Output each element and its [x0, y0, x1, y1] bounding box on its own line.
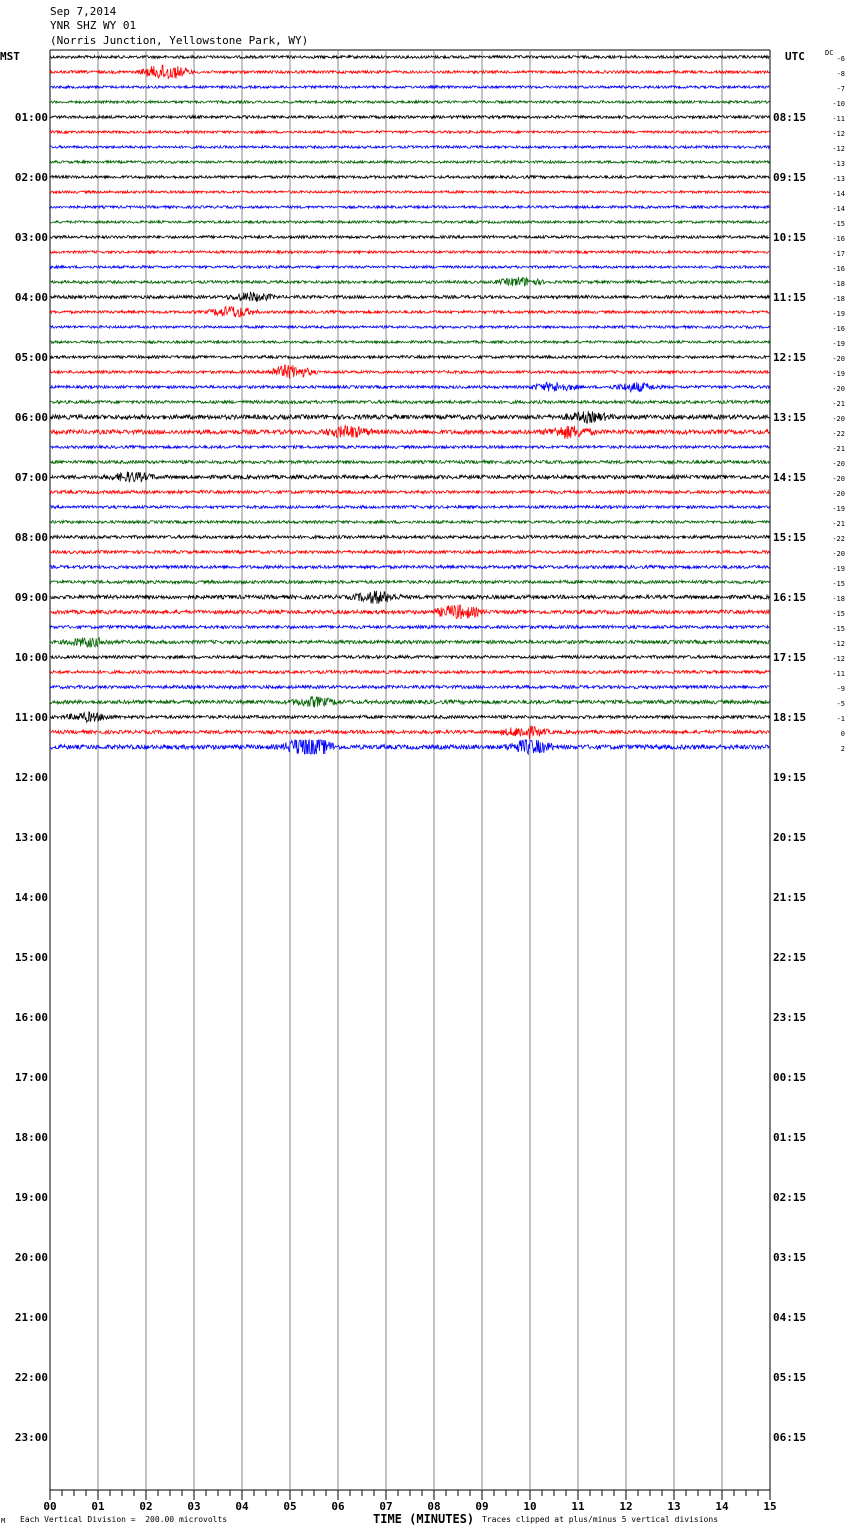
- dc-offset-label: -17: [832, 250, 845, 258]
- utc-hour-label: 03:15: [773, 1251, 807, 1264]
- utc-hour-label: 17:15: [773, 651, 807, 664]
- vertical-scale-note: Each Vertical Division = 200.00 microvolts: [20, 1515, 228, 1524]
- seismic-trace: [50, 365, 769, 379]
- seismic-trace: [50, 580, 769, 583]
- mst-hour-label: 11:00: [14, 711, 48, 724]
- dc-offset-label: -15: [832, 610, 845, 618]
- mst-hour-label: 13:00: [14, 831, 48, 844]
- seismic-traces: [50, 56, 769, 754]
- dc-offset-label: -14: [832, 205, 845, 213]
- seismic-trace: [50, 146, 769, 149]
- x-tick-label: 00: [43, 1500, 57, 1513]
- x-tick-label: 07: [379, 1500, 393, 1513]
- seismic-trace: [50, 191, 769, 194]
- utc-hour-label: 05:15: [773, 1371, 807, 1384]
- seismic-trace: [50, 411, 769, 423]
- seismic-trace: [50, 356, 769, 359]
- mst-hour-label: 01:00: [14, 111, 48, 124]
- mst-hour-label: 03:00: [14, 231, 48, 244]
- dc-offset-label: -21: [832, 445, 845, 453]
- dc-offset-label: -20: [832, 415, 845, 423]
- seismic-trace: [50, 341, 769, 344]
- seismic-trace: [50, 426, 769, 440]
- seismic-trace: [50, 161, 769, 164]
- utc-hour-label: 16:15: [773, 591, 807, 604]
- seismic-trace: [50, 591, 769, 604]
- x-tick-label: 04: [235, 1500, 249, 1513]
- dc-offset-label: -20: [832, 460, 845, 468]
- dc-offset-label: 2: [840, 745, 845, 753]
- dc-offset-label: -12: [832, 640, 845, 648]
- utc-axis-label: UTC: [785, 50, 805, 63]
- dc-offset-label: -15: [832, 625, 845, 633]
- seismic-trace: [50, 116, 769, 119]
- seismic-trace: [50, 176, 769, 179]
- utc-hour-label: 04:15: [773, 1311, 807, 1324]
- x-tick-label: 08: [427, 1500, 441, 1513]
- dc-offset-label: -10: [832, 100, 845, 108]
- dc-offset-label: -14: [832, 190, 845, 198]
- mst-hour-label: 10:00: [14, 651, 48, 664]
- dc-offset-label: -19: [832, 340, 845, 348]
- utc-hour-label: 23:15: [773, 1011, 807, 1024]
- dc-offset-label: -18: [832, 595, 845, 603]
- mst-hour-label: 07:00: [14, 471, 48, 484]
- dc-offset-label: -7: [836, 85, 845, 93]
- seismic-trace: [50, 696, 769, 707]
- utc-hour-label: 18:15: [773, 711, 807, 724]
- dc-offset-label: -15: [832, 580, 845, 588]
- seismic-trace: [50, 382, 769, 392]
- dc-offset-label: -16: [832, 325, 845, 333]
- clipping-note: Traces clipped at plus/minus 5 vertical divisions: [482, 1515, 719, 1524]
- seismic-trace: [50, 292, 769, 302]
- dc-offset-header: DC: [825, 49, 834, 57]
- mst-hour-label: 17:00: [14, 1071, 48, 1084]
- dc-offset-label: -16: [832, 235, 845, 243]
- seismic-trace: [50, 446, 769, 449]
- dc-offset-label: -19: [832, 565, 845, 573]
- utc-hour-label: 08:15: [773, 111, 807, 124]
- utc-hour-label: 09:15: [773, 171, 807, 184]
- mst-hour-label: 09:00: [14, 591, 48, 604]
- utc-hour-label: 21:15: [773, 891, 807, 904]
- utc-hour-label: 22:15: [773, 951, 807, 964]
- x-tick-label: 03: [187, 1500, 201, 1513]
- dc-offset-label: -13: [832, 160, 845, 168]
- mst-hour-label: 21:00: [14, 1311, 48, 1324]
- mst-hour-label: 16:00: [14, 1011, 48, 1024]
- mst-hour-label: 02:00: [14, 171, 48, 184]
- utc-hour-label: 01:15: [773, 1131, 807, 1144]
- seismic-trace: [50, 277, 769, 286]
- mst-hour-label: 08:00: [14, 531, 48, 544]
- dc-offset-label: -19: [832, 370, 845, 378]
- seismic-trace: [50, 472, 769, 482]
- seismic-trace: [50, 655, 769, 658]
- dc-offset-label: -6: [836, 55, 845, 63]
- seismic-trace: [50, 460, 769, 463]
- dc-offset-label: -20: [832, 475, 845, 483]
- mst-hour-label: 23:00: [14, 1431, 48, 1444]
- dc-offset-label: -12: [832, 130, 845, 138]
- station-code: YNR SHZ WY 01: [50, 19, 137, 32]
- x-tick-label: 06: [331, 1500, 345, 1513]
- seismic-trace: [50, 307, 769, 318]
- seismic-trace: [50, 711, 769, 722]
- dc-offset-label: -22: [832, 535, 845, 543]
- seismic-trace: [50, 131, 769, 134]
- mst-hour-label: 18:00: [14, 1131, 48, 1144]
- station-location: (Norris Junction, Yellowstone Park, WY): [50, 34, 309, 47]
- seismic-trace: [50, 86, 769, 89]
- mst-hour-label: 12:00: [14, 771, 48, 784]
- seismic-trace: [50, 400, 769, 403]
- seismic-trace: [50, 206, 769, 209]
- dc-offset-label: -8: [836, 70, 845, 78]
- seismic-trace: [50, 550, 769, 553]
- mst-hour-label: 05:00: [14, 351, 48, 364]
- x-tick-label: 10: [523, 1500, 537, 1513]
- x-tick-label: 05: [283, 1500, 297, 1513]
- dc-offset-label: -9: [836, 685, 845, 693]
- utc-hour-label: 14:15: [773, 471, 807, 484]
- mst-hour-label: 04:00: [14, 291, 48, 304]
- dc-offset-label: -20: [832, 550, 845, 558]
- dc-offset-label: -22: [832, 430, 845, 438]
- utc-hour-label: 00:15: [773, 1071, 807, 1084]
- dc-offset-label: -11: [832, 670, 845, 678]
- axis-labels: [15, 55, 845, 1513]
- dc-offset-label: -12: [832, 145, 845, 153]
- x-tick-label: 15: [763, 1500, 777, 1513]
- mst-hour-label: 15:00: [14, 951, 48, 964]
- utc-hour-label: 06:15: [773, 1431, 807, 1444]
- seismic-trace: [50, 521, 769, 524]
- seismic-trace: [50, 625, 769, 628]
- mst-hour-label: 06:00: [14, 411, 48, 424]
- mst-hour-label: 22:00: [14, 1371, 48, 1384]
- dc-offset-label: -12: [832, 655, 845, 663]
- dc-offset-label: 0: [840, 730, 845, 738]
- mst-hour-label: 14:00: [14, 891, 48, 904]
- utc-hour-label: 11:15: [773, 291, 807, 304]
- seismic-trace: [50, 565, 769, 568]
- mst-hour-label: 19:00: [14, 1191, 48, 1204]
- x-tick-label: 02: [139, 1500, 153, 1513]
- utc-hour-label: 12:15: [773, 351, 807, 364]
- seismic-trace: [50, 56, 769, 59]
- dc-offset-label: -20: [832, 355, 845, 363]
- x-tick-label: 11: [571, 1500, 585, 1513]
- utc-hour-label: 13:15: [773, 411, 807, 424]
- seismic-trace: [50, 670, 769, 673]
- seismic-trace: [50, 266, 769, 269]
- seismic-trace: [50, 685, 769, 688]
- footer-mark: M: [1, 1517, 6, 1525]
- seismic-trace: [50, 326, 769, 329]
- dc-offset-label: -16: [832, 265, 845, 273]
- dc-offset-label: -21: [832, 400, 845, 408]
- dc-offset-label: -13: [832, 175, 845, 183]
- dc-offset-label: -20: [832, 490, 845, 498]
- dc-offset-label: -19: [832, 505, 845, 513]
- utc-hour-label: 02:15: [773, 1191, 807, 1204]
- dc-offset-label: -11: [832, 115, 845, 123]
- x-tick-label: 01: [91, 1500, 105, 1513]
- utc-hour-label: 10:15: [773, 231, 807, 244]
- seismic-trace: [50, 221, 769, 224]
- mst-axis-label: MST: [0, 50, 20, 63]
- dc-offset-label: -18: [832, 280, 845, 288]
- seismic-trace: [50, 740, 769, 754]
- seismic-trace: [50, 251, 769, 254]
- x-tick-label: 12: [619, 1500, 633, 1513]
- seismic-trace: [50, 637, 769, 647]
- x-tick-label: 13: [667, 1500, 681, 1513]
- utc-hour-label: 20:15: [773, 831, 807, 844]
- dc-offset-label: -20: [832, 385, 845, 393]
- seismic-trace: [50, 605, 769, 619]
- mst-hour-label: 20:00: [14, 1251, 48, 1264]
- dc-offset-label: -1: [836, 715, 845, 723]
- seismic-trace: [50, 490, 769, 493]
- seismic-trace: [50, 236, 769, 239]
- x-axis-title: TIME (MINUTES): [373, 1512, 475, 1526]
- seismic-trace: [50, 506, 769, 509]
- dc-offset-label: -5: [836, 700, 845, 708]
- utc-hour-label: 19:15: [773, 771, 807, 784]
- seismic-trace: [50, 101, 769, 104]
- utc-hour-label: 15:15: [773, 531, 807, 544]
- record-date: Sep 7,2014: [50, 5, 117, 18]
- dc-offset-label: -21: [832, 520, 845, 528]
- x-tick-label: 14: [715, 1500, 729, 1513]
- seismic-trace: [50, 65, 769, 79]
- seismic-trace: [50, 726, 769, 738]
- seismic-trace: [50, 535, 769, 538]
- dc-offset-label: -19: [832, 310, 845, 318]
- x-tick-label: 09: [475, 1500, 489, 1513]
- dc-offset-label: -18: [832, 295, 845, 303]
- dc-offset-label: -15: [832, 220, 845, 228]
